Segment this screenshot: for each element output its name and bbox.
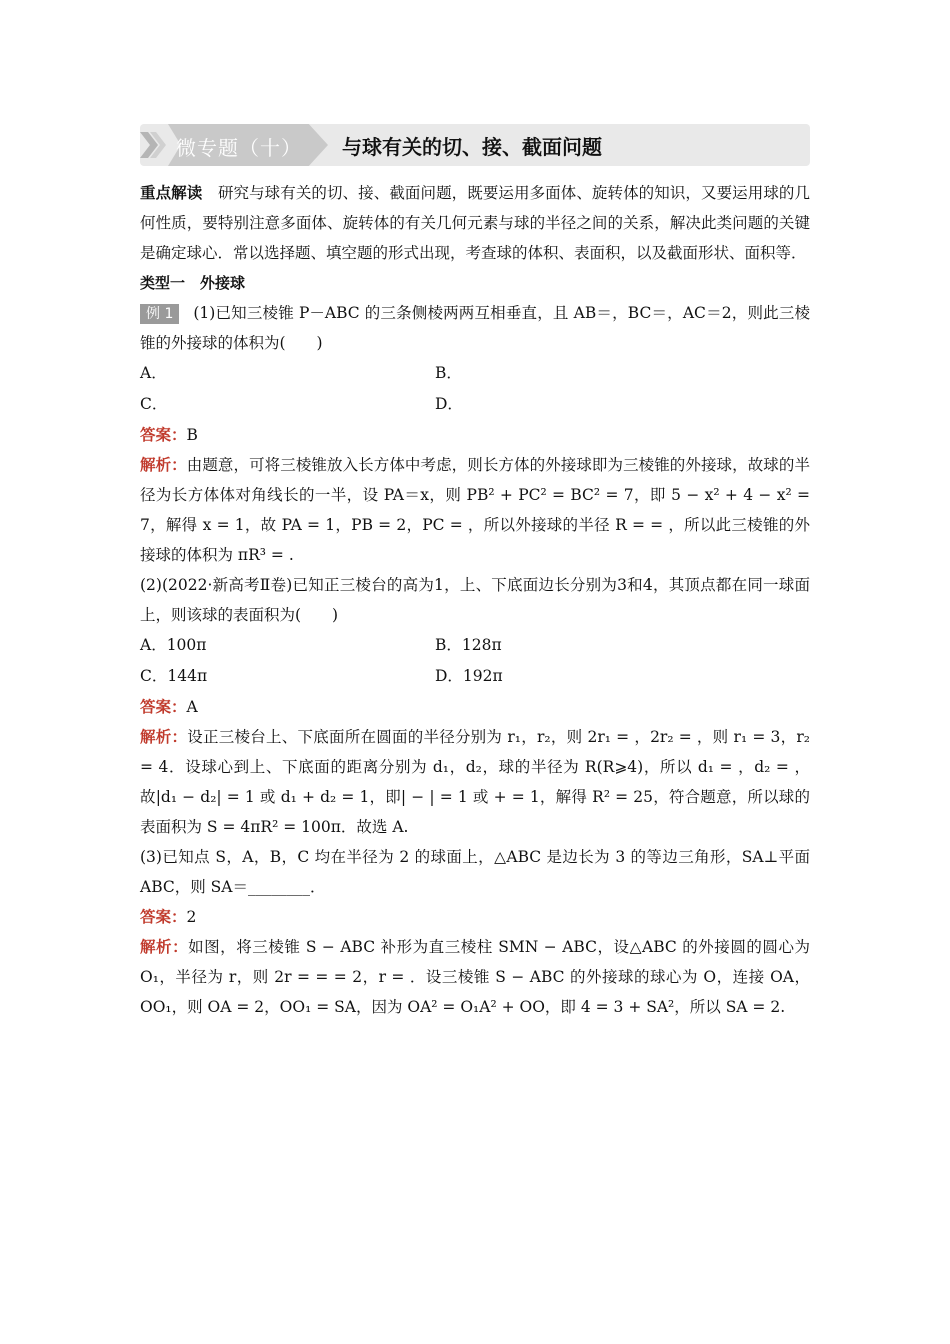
q3-analysis-label: 解析： — [140, 938, 189, 956]
q3-analysis-line — [140, 932, 810, 1022]
intro-paragraph — [140, 178, 810, 268]
q2-option-b: B．128π — [435, 636, 502, 654]
intro-text: 研究与球有关的切、接、截面问题，既要运用多面体、旋转体的知识，又要运用球的几何性质，要特别注意多面体、旋转体的有关几何元素与球的半径之间的关系，解决此类问题的关键是确定球心．常以选择题、填空题的形式出现，考查球的体积、表面积，以及截面形状、面积等． — [140, 184, 810, 262]
q1-option-c: C． — [140, 395, 168, 413]
chevron-icon — [140, 130, 168, 160]
q3-stem: (3)已知点 S，A，B，C 均在半径为 2 的球面上，△ABC 是边长为 3 的等边三角形，SA⊥平面 ABC，则 SA＝________． — [140, 848, 810, 896]
q1-analysis-line — [140, 450, 810, 570]
q1-option-d: D． — [435, 395, 463, 413]
q3-answer-line — [140, 902, 810, 932]
section-heading: 类型一 外接球 — [140, 274, 246, 292]
q2-option-c: C．144π — [140, 667, 208, 685]
banner-badge: 微专题（十） — [176, 136, 302, 160]
q2-stem: (2)(2022·新高考Ⅱ卷)已知正三棱台的高为1，上、下底面边长分别为3和4，其顶点都在同一球面上，则该球的表面积为( ) — [140, 576, 810, 624]
q3-answer: 2 — [186, 908, 197, 926]
q3-answer-label: 答案： — [140, 908, 187, 926]
q2-option-a: A．100π — [140, 636, 207, 654]
q2-analysis-line — [140, 722, 810, 842]
intro-label: 重点解读 — [140, 184, 203, 202]
q3-analysis: 如图，将三棱锥 S − ABC 补形为直三棱柱 SMN − ABC，设△ABC 的外接圆的圆心为 O₁，半径为 r，则 2r = = = 2，r = ．设三棱锥 S − ABC 的外接球的球心为 O，连接 OA，OO₁，则 OA = 2，OO₁ = SA，因为 OA² = O₁A² + OO，即 4 = 3 + SA²，所以 SA = 2. — [140, 938, 810, 1016]
q2-analysis: 设正三棱台上、下底面所在圆面的半径分别为 r₁，r₂，则 2r₁ = ，2r₂ = ，则 r₁ = 3，r₂ = 4．设球心到上、下底面的距离分别为 d₁，d₂，球的半径为 R(R⩾4)，所以 d₁ = ，d₂ = ，故|d₁ − d₂| = 1 或 d₁ + d₂ = 1，即| − | = 1 或 + = 1，解得 R² = 25，符合题意，所以球的表面积为 S = 4πR² = 100π．故选 A. — [140, 728, 810, 836]
q1-option-b: B． — [435, 364, 462, 382]
q1-answer-line — [140, 420, 810, 450]
q1-answer-label: 答案： — [140, 426, 187, 444]
document-page — [140, 124, 810, 1022]
q1-answer: B — [186, 426, 198, 444]
q1-options-row2 — [140, 389, 810, 420]
q1-analysis-label: 解析： — [140, 456, 187, 474]
q2-analysis-label: 解析： — [140, 728, 188, 746]
example-badge: 例 1 — [140, 304, 179, 324]
page-title: 与球有关的切、接、截面问题 — [342, 135, 602, 159]
q1-stem-line — [140, 298, 810, 358]
section-banner — [140, 124, 810, 166]
q2-answer: A — [186, 698, 198, 716]
q2-option-d: D．192π — [435, 667, 503, 685]
q1-stem: (1)已知三棱锥 P－ABC 的三条侧棱两两互相垂直，且 AB＝，BC＝，AC＝2，则此三棱锥的外接球的体积为( ) — [140, 304, 810, 352]
q2-options-row1 — [140, 630, 810, 661]
q1-option-a: A． — [140, 364, 167, 382]
q2-answer-line — [140, 692, 810, 722]
q1-options-row1 — [140, 358, 810, 389]
q2-answer-label: 答案： — [140, 698, 187, 716]
q2-options-row2 — [140, 661, 810, 692]
q1-analysis: 由题意，可将三棱锥放入长方体中考虑，则长方体的外接球即为三棱锥的外接球，故球的半径为长方体体对角线长的一半，设 PA＝x，则 PB² + PC² = BC² = 7，即 5 − x² + 4 − x² = 7，解得 x = 1，故 PA = 1，PB = 2，PC = ，所以外接球的半径 R = = ，所以此三棱锥的外接球的体积为 πR³ = . — [140, 456, 810, 564]
